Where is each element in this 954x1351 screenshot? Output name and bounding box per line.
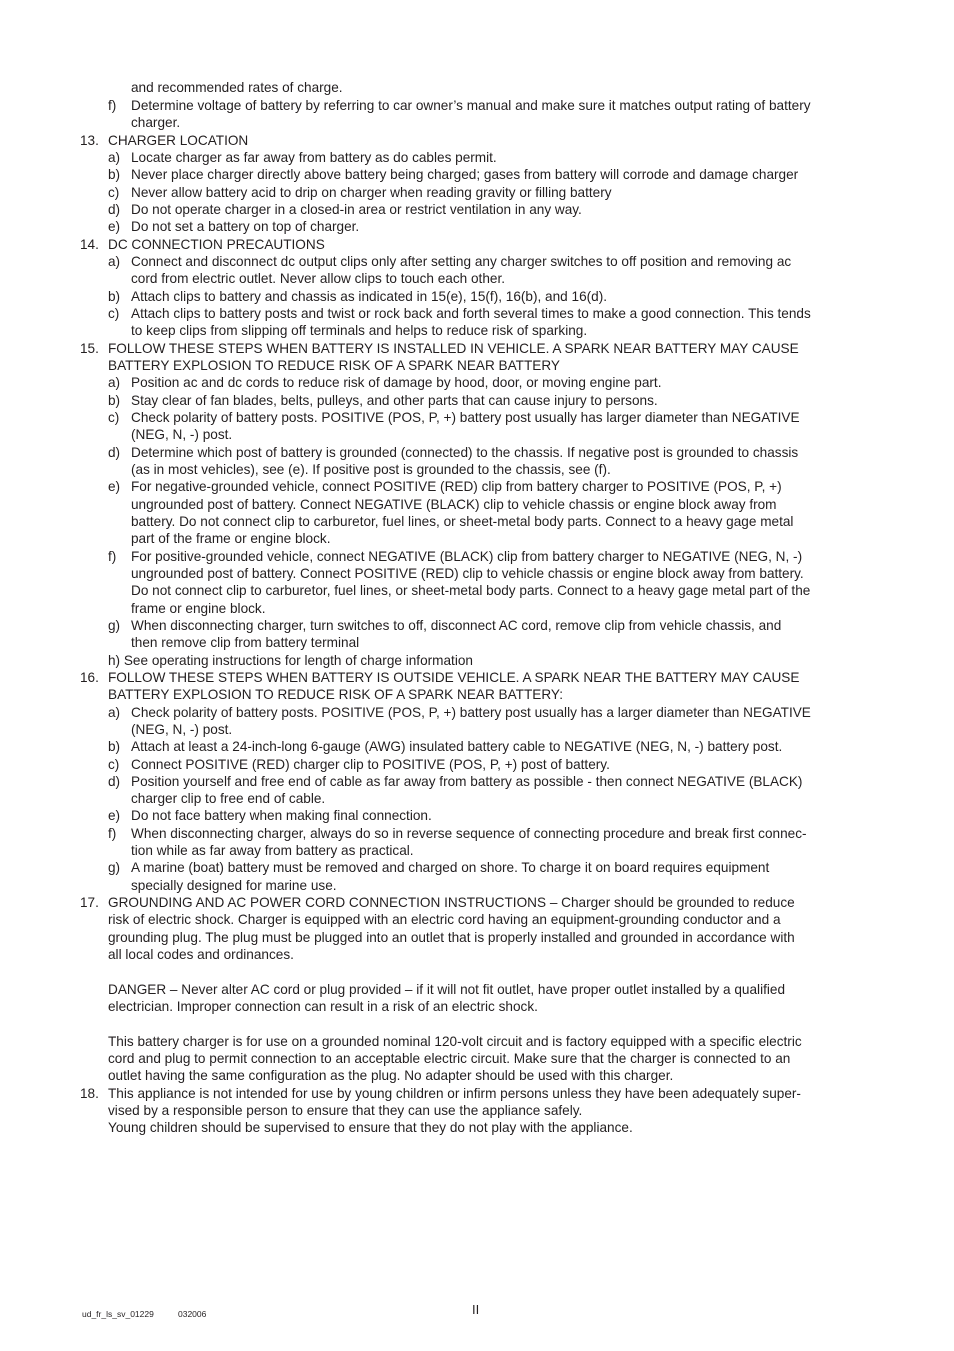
section-paragraph: Young children should be supervised to ensure that they do not play with the appliance. xyxy=(108,1120,633,1135)
item-text: tion while as far away from battery as practical. xyxy=(131,843,414,858)
section-number: 17. xyxy=(80,895,99,910)
item-text: Determine voltage of battery by referring to car owner’s manual and make sure it matches output rating of battery xyxy=(131,98,811,113)
section-number: 13. xyxy=(80,133,99,148)
danger-paragraph: electrician. Improper connection can result in a risk of an electric shock. xyxy=(108,999,538,1014)
item-text: Stay clear of fan blades, belts, pulleys, and other parts that can cause injury to persons. xyxy=(131,393,658,408)
item-text: Never allow battery acid to drip on charger when reading gravity or filling battery xyxy=(131,185,612,200)
item-text-h: h) See operating instructions for length of charge information xyxy=(108,653,473,668)
item-text: then remove clip from battery terminal xyxy=(131,635,360,650)
item-text: Connect and disconnect dc output clips only after setting any charger switches to off position and removing ac xyxy=(131,254,792,269)
section-paragraph: vised by a responsible person to ensure that they can use the appliance safely. xyxy=(108,1103,583,1118)
item-label: g) xyxy=(108,860,121,875)
item-text: ungrounded post of battery. Connect POSITIVE (RED) clip to vehicle chassis or engine block away from battery. xyxy=(131,566,804,581)
item-label: c) xyxy=(108,410,120,425)
item-text: Do not connect clip to carburetor, fuel lines, or sheet-metal body parts. Connect to a heavy gage metal part of the xyxy=(131,583,811,598)
item-text: Never place charger directly above battery being charged; gases from battery will corrode and damage charger xyxy=(131,167,799,182)
section-title: DC CONNECTION PRECAUTIONS xyxy=(108,237,325,252)
item-text: (NEG, N, -) post. xyxy=(131,427,233,442)
section-number: 18. xyxy=(80,1086,99,1101)
section-title: FOLLOW THESE STEPS WHEN BATTERY IS OUTSIDE VEHICLE. A SPARK NEAR THE BATTERY MAY CAUSE xyxy=(108,670,800,685)
section-title: BATTERY EXPLOSION TO REDUCE RISK OF A SPARK NEAR BATTERY: xyxy=(108,687,564,702)
item-label: f) xyxy=(108,549,117,564)
item-label: d) xyxy=(108,202,121,217)
item-text: A marine (boat) battery must be removed and charged on shore. To charge it on board requires equipment xyxy=(131,860,770,875)
item-text: cord from electric outlet. Never allow clips to touch each other. xyxy=(131,271,506,286)
item-label: a) xyxy=(108,705,121,720)
section-paragraph: risk of electric shock. Charger is equipped with an electric cord having an equipment-grounding conductor and a xyxy=(108,912,781,927)
item-text: ungrounded post of battery. Connect NEGATIVE (BLACK) clip to vehicle chassis or engine block away from xyxy=(131,497,777,512)
item-label: g) xyxy=(108,618,121,633)
document-date: 032006 xyxy=(178,1309,207,1319)
item-label: b) xyxy=(108,739,121,754)
section-paragraph: grounding plug. The plug must be plugged into an outlet that is properly installed and grounded in accordance with xyxy=(108,930,795,945)
item-text: Do not face battery when making final connection. xyxy=(131,808,432,823)
item-label: d) xyxy=(108,774,121,789)
item-text: For positive-grounded vehicle, connect NEGATIVE (BLACK) clip from battery charger to NEGATIVE (NEG, N, -) xyxy=(131,549,803,564)
item-text: battery. Do not connect clip to carburetor, fuel lines, or sheet-metal body parts. Connect to a heavy gage metal xyxy=(131,514,794,529)
section-number: 16. xyxy=(80,670,99,685)
item-text: charger. xyxy=(131,115,181,130)
item-label: a) xyxy=(108,375,121,390)
item-text: Attach clips to battery posts and twist or rock back and forth several times to make a good connection. This tends xyxy=(131,306,811,321)
item-label: a) xyxy=(108,150,121,165)
item-text: Check polarity of battery posts. POSITIVE (POS, P, +) battery post usually has larger diameter than NEGATIVE xyxy=(131,410,800,425)
item-text: frame or engine block. xyxy=(131,601,266,616)
item-text: to keep clips from slipping off terminals and helps to reduce risk of sparking. xyxy=(131,323,588,338)
item-label: d) xyxy=(108,445,121,460)
item-text: Locate charger as far away from battery as do cables permit. xyxy=(131,150,497,165)
document-code: ud_fr_ls_sv_01229 xyxy=(82,1309,154,1319)
item-text: part of the frame or engine block. xyxy=(131,531,331,546)
item-text: Attach at least a 24-inch-long 6-gauge (AWG) insulated battery cable to NEGATIVE (NEG, N, -) battery post. xyxy=(131,739,783,754)
item-text: When disconnecting charger, always do so in reverse sequence of connecting procedure and break first connec- xyxy=(131,826,807,841)
item-text: Do not set a battery on top of charger. xyxy=(131,219,360,234)
item-label: c) xyxy=(108,757,120,772)
item-text: (NEG, N, -) post. xyxy=(131,722,233,737)
item-text: When disconnecting charger, turn switches to off, disconnect AC cord, remove clip from vehicle chassis, and xyxy=(131,618,782,633)
item-label: e) xyxy=(108,479,121,494)
section-number: 15. xyxy=(80,341,99,356)
item-text: Attach clips to battery and chassis as indicated in 15(e), 15(f), 16(b), and 16(d). xyxy=(131,289,608,304)
item-text: Determine which post of battery is grounded (connected) to the chassis. If negative post is grounded to chassis xyxy=(131,445,799,460)
section-paragraph: GROUNDING AND AC POWER CORD CONNECTION INSTRUCTIONS – Charger should be grounded to reduce xyxy=(108,895,795,910)
item-text: Position yourself and free end of cable as far away from battery as possible - then connect NEGATIVE (BLACK) xyxy=(131,774,803,789)
item-text: Connect POSITIVE (RED) charger clip to POSITIVE (POS, P, +) post of battery. xyxy=(131,757,610,772)
section-title: CHARGER LOCATION xyxy=(108,133,249,148)
item-text: Check polarity of battery posts. POSITIVE (POS, P, +) battery post usually has a larger diameter than NEGATIVE xyxy=(131,705,811,720)
item-text: charger clip to free end of cable. xyxy=(131,791,326,806)
item-label: f) xyxy=(108,98,117,113)
continuation-line: and recommended rates of charge. xyxy=(131,80,343,95)
item-label: c) xyxy=(108,306,120,321)
danger-paragraph: DANGER – Never alter AC cord or plug provided – if it will not fit outlet, have proper outlet installed by a qualified xyxy=(108,982,786,997)
item-label: f) xyxy=(108,826,117,841)
item-label: b) xyxy=(108,393,121,408)
section-title: BATTERY EXPLOSION TO REDUCE RISK OF A SPARK NEAR BATTERY xyxy=(108,358,560,373)
item-text: Do not operate charger in a closed-in area or restrict ventilation in any way. xyxy=(131,202,582,217)
section-paragraph: all local codes and ordinances. xyxy=(108,947,294,962)
item-label: b) xyxy=(108,167,121,182)
item-text: specially designed for marine use. xyxy=(131,878,337,893)
item-label: b) xyxy=(108,289,121,304)
item-label: c) xyxy=(108,185,120,200)
item-text: Position ac and dc cords to reduce risk of damage by hood, door, or moving engine part. xyxy=(131,375,662,390)
item-label: e) xyxy=(108,808,121,823)
item-text: For negative-grounded vehicle, connect POSITIVE (RED) clip from battery charger to POSITIVE (POS, P, +) xyxy=(131,479,782,494)
section-paragraph: outlet having the same configuration as the plug. No adapter should be used with this charger. xyxy=(108,1068,674,1083)
page-number: II xyxy=(472,1302,480,1317)
item-text: (as in most vehicles), see (e). If positive post is grounded to the chassis, see (f). xyxy=(131,462,611,477)
section-paragraph: cord and plug to permit connection to an acceptable electric circuit. Make sure that the charger is connected to an xyxy=(108,1051,791,1066)
section-number: 14. xyxy=(80,237,99,252)
item-label: e) xyxy=(108,219,121,234)
section-paragraph: This appliance is not intended for use by young children or infirm persons unless they have been adequately super- xyxy=(108,1086,801,1101)
item-label: a) xyxy=(108,254,121,269)
section-paragraph: This battery charger is for use on a grounded nominal 120-volt circuit and is factory equipped with a specific electric xyxy=(108,1034,802,1049)
section-title: FOLLOW THESE STEPS WHEN BATTERY IS INSTALLED IN VEHICLE. A SPARK NEAR BATTERY MAY CAUSE xyxy=(108,341,799,356)
